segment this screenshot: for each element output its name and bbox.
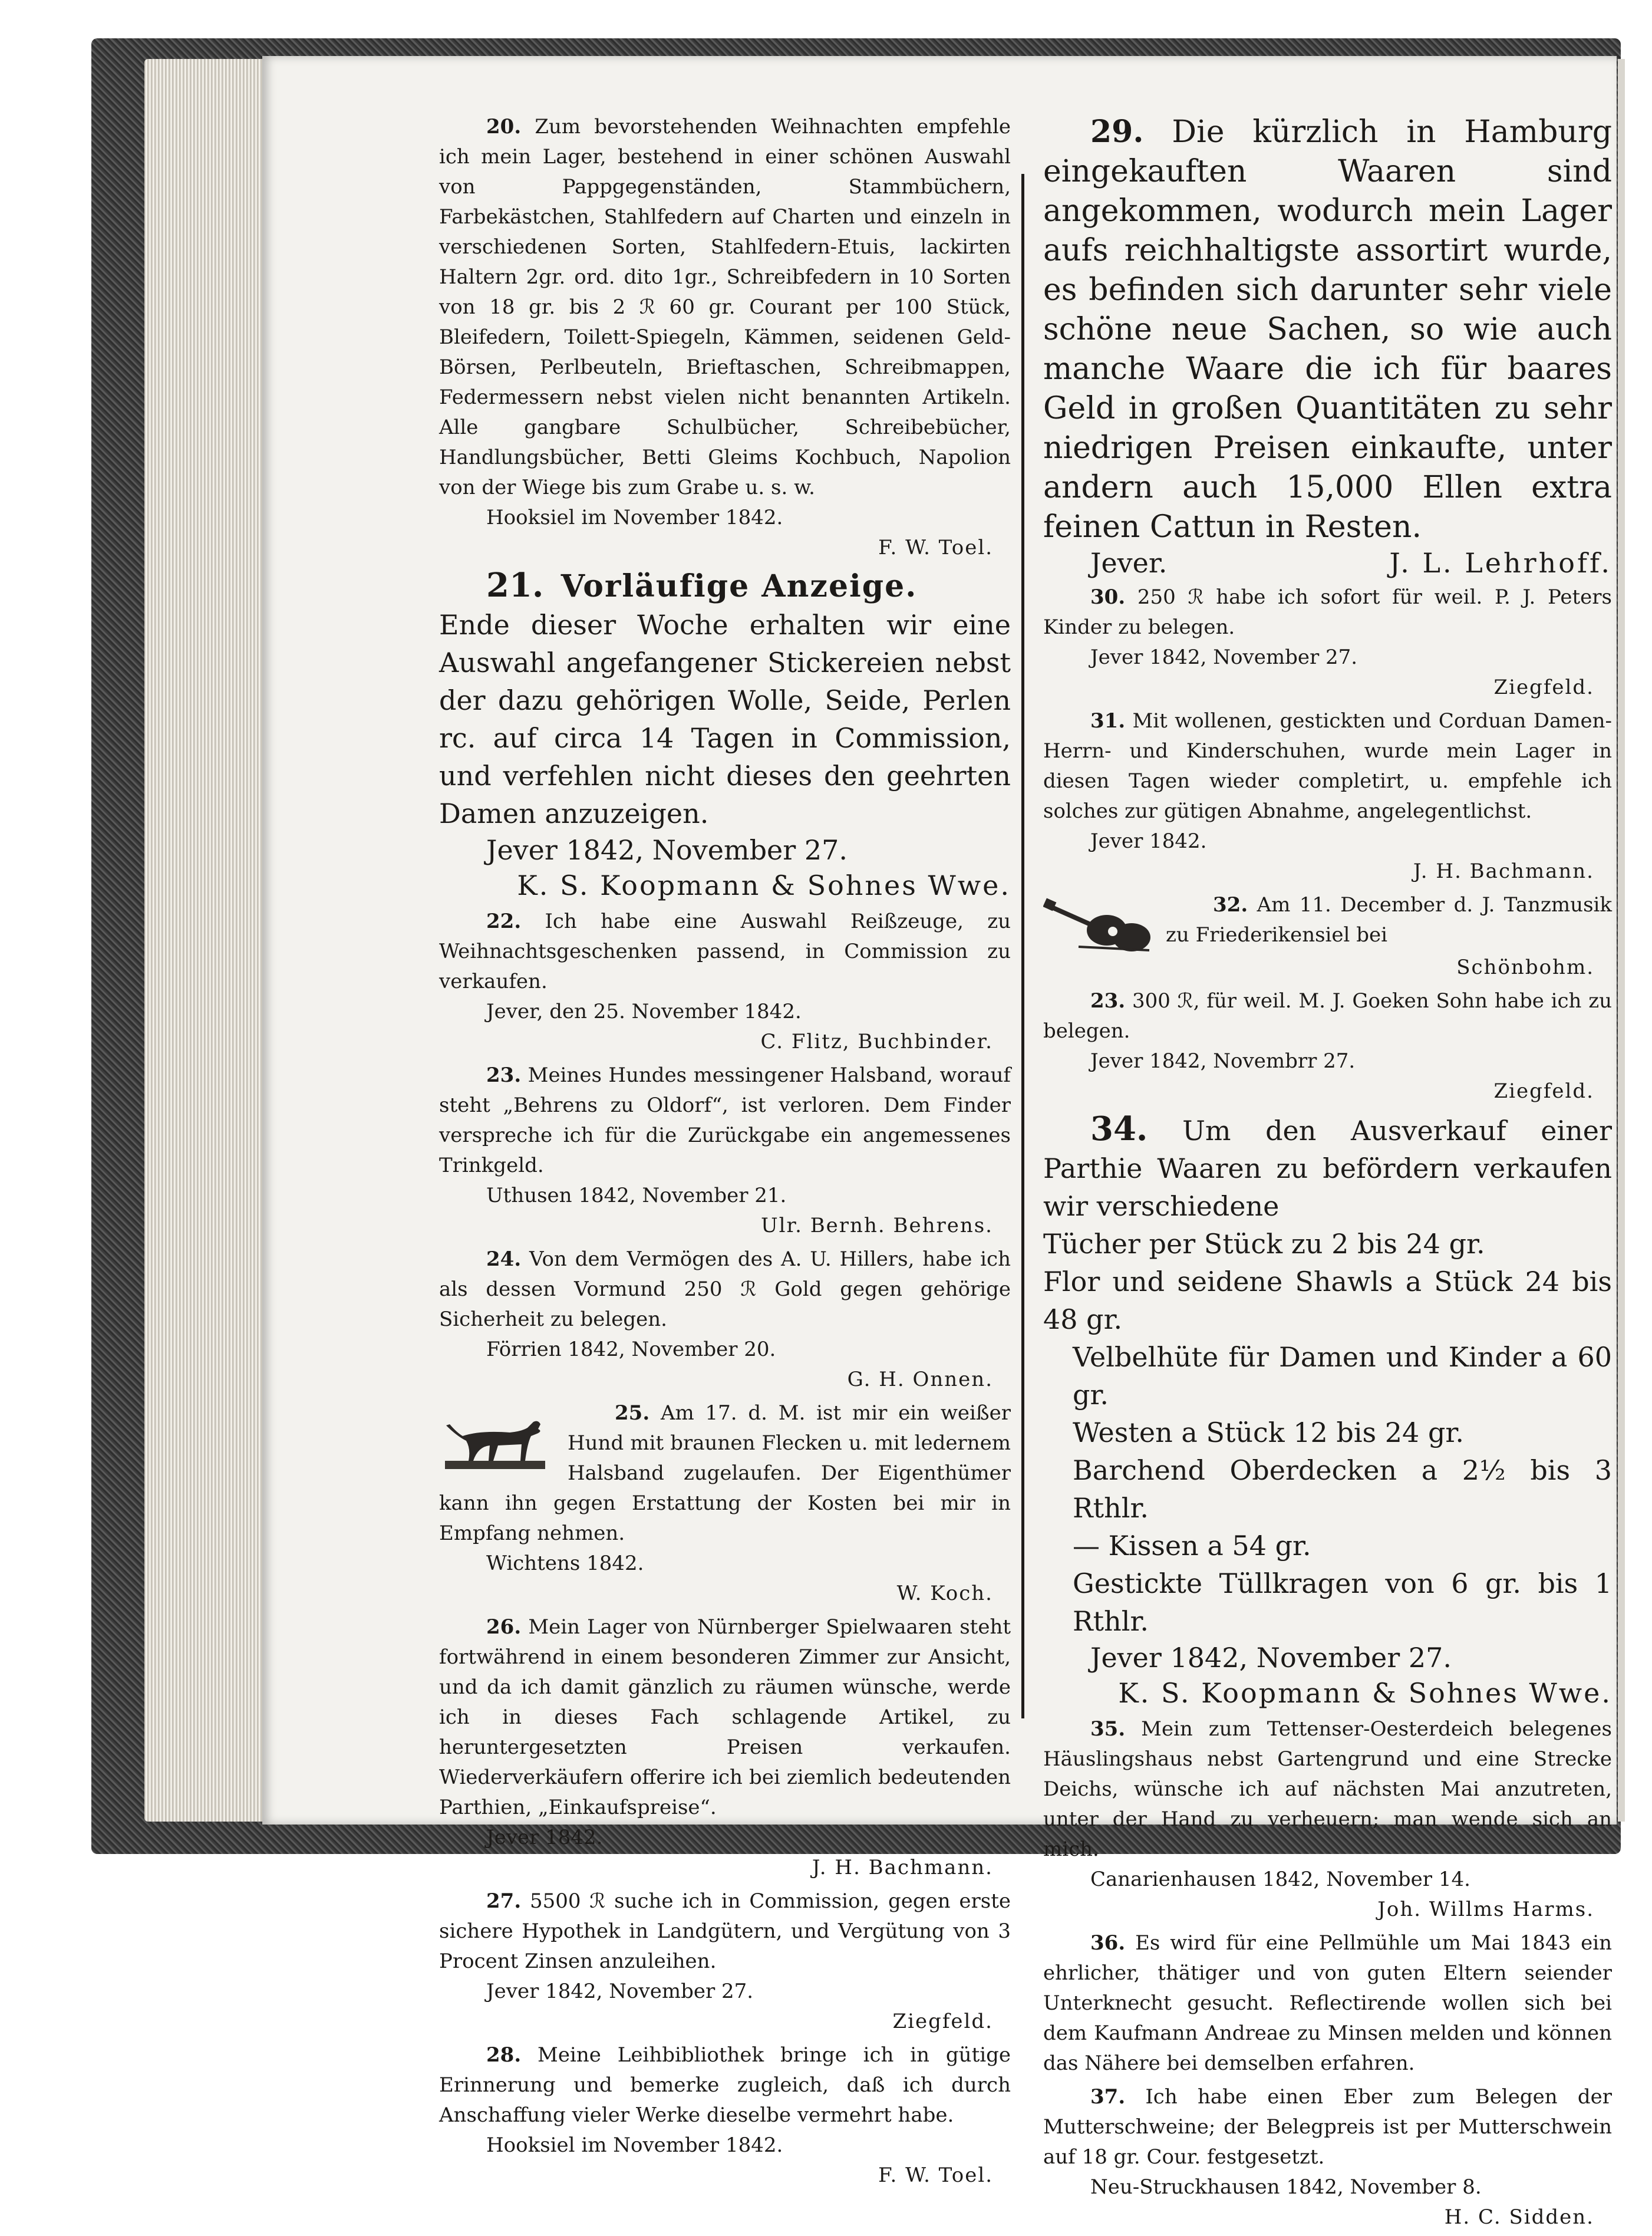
advert-text	[1043, 2082, 1612, 2172]
advert-signature: Ziegfeld.	[1493, 1079, 1594, 1103]
advert-price-line: Barchend Oberdecken a 2½ bis 3 Rthlr.	[1073, 1454, 1612, 1524]
advert-number: 31.	[1090, 709, 1126, 733]
advert-25	[439, 1398, 1011, 1609]
advert-signature: Joh. Willms Harms.	[1377, 1898, 1594, 1921]
advert-place-date: Förrien 1842, November 20.	[486, 1338, 776, 1361]
advert-signature: K. S. Koopmann & Sohnes Wwe.	[1118, 1677, 1612, 1709]
advert-number: 23.	[1090, 989, 1126, 1013]
advert-place-date: Uthusen 1842, November 21.	[486, 1184, 787, 1207]
advert-signature: G. H. Onnen.	[847, 1368, 993, 1391]
advert-body: Um den Ausverkauf einer Parthie Waaren zu befördern verkaufen wir verschiedene	[1043, 1115, 1613, 1222]
advert-body: Es wird für eine Pellmühle um Mai 1843 ein ehrlicher, thätiger und von guten Eltern seiender Unterknecht gesucht. Reflectirende wollen sich bei dem Kaufmann Andreae zu Minsen melden und können das Nähere bei demselben erfahren.	[1043, 1931, 1612, 2075]
advert-text	[1043, 706, 1612, 826]
advert-body: Mein zum Tettenser-Oesterdeich belegenes Häuslingshaus nebst Gartengrund und eine Strecke Deichs, wünsche ich auf nächsten Mai anzutreten, unter der Hand zu verheuern; man wende sich an mich.	[1043, 1717, 1612, 1861]
advert-signature: C. Flitz, Buchbinder.	[760, 1030, 993, 1053]
advert-text	[1043, 112, 1612, 547]
advert-text	[1043, 986, 1612, 1046]
advert-price-line: Flor und seidene Shawls a Stück 24 bis 48 gr.	[1043, 1266, 1612, 1335]
advert-signature: W. Koch.	[896, 1582, 993, 1605]
advert-number: 34.	[1090, 1109, 1148, 1148]
advert-body: 300 ℛ, für weil. M. J. Goeken Sohn habe ich zu belegen.	[1043, 989, 1612, 1043]
advert-text	[1043, 1714, 1612, 1865]
advert-signature: J. L. Lehrhoff.	[1389, 547, 1612, 579]
advert-text	[439, 112, 1011, 503]
advert-place-date: Jever 1842.	[1090, 829, 1207, 853]
advert-20	[439, 112, 1011, 563]
advert-30	[1043, 582, 1612, 703]
advert-21	[439, 567, 1011, 903]
advert-text	[439, 1612, 1011, 1823]
advert-body: Am 11. December d. J. Tanzmusik zu Friederikensiel bei	[1166, 893, 1612, 947]
advert-signature: Schönbohm.	[1456, 956, 1594, 979]
advert-number: 36.	[1090, 1931, 1126, 1955]
advert-body: Die kürzlich in Hamburg eingekauften Waaren sind angekommen, wodurch mein Lager aufs reichhaltigste assortirt wurde, es befinden sich darunter sehr viele schöne neue Sachen, so wie auch manche Waare die ich für baares Geld in großen Quantitäten zu sehr niedrigen Preisen einkaufte, unter andern auch 15,000 Ellen extra feinen Cattun in Resten.	[1043, 114, 1613, 545]
dog-illustration-icon	[439, 1402, 557, 1473]
advert-text	[439, 907, 1011, 997]
advert-body: Am 17. d. M. ist mir ein weißer Hund mit braunen Flecken u. mit ledernem Halsband zugelaufen. Der Eigenthümer kann ihn gegen Erstattung der Kosten bei mir in Empfang nehmen.	[439, 1401, 1011, 1545]
advert-price-line: Gestickte Tüllkragen von 6 gr. bis 1 Rthlr.	[1073, 1567, 1612, 1637]
advert-number: 37.	[1090, 2085, 1126, 2109]
advert-place-date: Jever.	[1090, 547, 1168, 579]
advert-signature: F. W. Toel.	[878, 536, 993, 559]
advert-place-date: Jever 1842, November 27.	[1090, 1642, 1452, 1674]
advert-29	[1043, 112, 1612, 579]
advert-text	[439, 1886, 1011, 1977]
advert-signature: Ziegfeld.	[892, 2010, 993, 2033]
advert-35	[1043, 1714, 1612, 1925]
advert-price-line: — Kissen a 54 gr.	[1073, 1530, 1311, 1562]
column-rule	[1021, 174, 1024, 1718]
advert-place-date: Hooksiel im November 1842.	[486, 2133, 783, 2157]
advert-number: 28.	[486, 2043, 522, 2067]
advert-signature: F. W. Toel.	[878, 2163, 993, 2187]
left-column	[439, 112, 1011, 2194]
advert-number: 35.	[1090, 1717, 1126, 1741]
advert-place-date: Jever 1842.	[486, 1826, 603, 1849]
advert-number: 27.	[486, 1889, 522, 1913]
advert-number: 21.	[486, 566, 544, 605]
advert-text	[439, 1061, 1011, 1181]
advert-text	[439, 2040, 1011, 2130]
advert-place-date: Wichtens 1842.	[486, 1552, 644, 1575]
advert-number: 30.	[1090, 585, 1126, 609]
advert-footer	[1043, 547, 1612, 579]
advert-body: Meines Hundes messingener Halsband, worauf steht „Behrens zu Oldorf“, ist verloren. Dem Finder verspreche ich für die Zurückgabe ein angemessenes Trinkgeld.	[439, 1063, 1011, 1177]
advert-27	[439, 1886, 1011, 2037]
advert-number: 22.	[486, 910, 522, 933]
page-edges	[144, 59, 271, 1822]
advert-body: Meine Leihbibliothek bringe ich in gütige Erinnerung und bemerke zugleich, daß ich durch Anschaffung vieler Werke dieselbe vermehrt habe.	[439, 2043, 1011, 2127]
advert-number: 20.	[486, 115, 522, 139]
advert-body: 5500 ℛ suche ich in Commission, gegen erste sichere Hypothek in Landgütern, und Vergütung von 3 Procent Zinsen anzuleihen.	[439, 1889, 1011, 1973]
advert-signature: Ziegfeld.	[1493, 676, 1594, 699]
advert-number: 23.	[486, 1063, 522, 1087]
advert-body: Mein Lager von Nürnberger Spielwaaren steht fortwährend in einem besonderen Zimmer zur Ansicht, und da ich damit gänzlich zu räumen wünsche, werde ich in dieses Fach schlagende Artikel, zu heruntergesetzten Preisen verkaufen. Wiederverkäufern offerire ich bei ziemlich bedeutenden Parthien, „Einkaufspreise“.	[439, 1615, 1011, 1819]
advert-place-date: Hooksiel im November 1842.	[486, 506, 783, 529]
advert-signature: J. H. Bachmann.	[812, 1856, 993, 1879]
advert-37	[1043, 2082, 1612, 2232]
advert-place-date: Jever 1842, November 27.	[486, 1980, 754, 2003]
advert-place-date: Jever 1842, Novembrr 27.	[1090, 1049, 1356, 1073]
advert-number: 32.	[1213, 893, 1248, 917]
advert-28	[439, 2040, 1011, 2191]
advert-body: Ich habe einen Eber zum Belegen der Mutterschweine; der Belegpreis ist per Mutterschwein auf 18 gr. Cour. festgesetzt.	[1043, 2085, 1612, 2169]
advert-price-line: Westen a Stück 12 bis 24 gr.	[1073, 1417, 1464, 1448]
advert-place-date: Jever 1842, November 27.	[1090, 646, 1358, 669]
advert-number: 29.	[1090, 114, 1144, 150]
advert-body: Ich habe eine Auswahl Reißzeuge, zu Weihnachtsgeschenken passend, in Commission zu verkaufen.	[439, 910, 1011, 993]
advert-place-date: Neu-Struckhausen 1842, November 8.	[1090, 2175, 1482, 2199]
advert-33	[1043, 986, 1612, 1107]
advert-body: Zum bevorstehenden Weihnachten empfehle ich mein Lager, bestehend in einer schönen Auswahl von Pappgegenständen, Stammbüchern, Farbekästchen, Stahlfedern auf Charten und einzeln in verschiedenen Sorten, Stahlfedern-Etuis, lackirten Haltern 2gr. ord. dito 1gr., Schreibfedern in 10 Sorten von 18 gr. bis 2 ℛ 60 gr. Courant per 100 Stück, Bleifedern, Toilett-Spiegeln, Kämmen, seidenen Geld-Börsen, Perlbeuteln, Brieftaschen, Schreibmappen, Federmessern nebst vielen nicht benannten Artikeln. Alle gangbare Schulbücher, Schreibebücher, Handlungsbücher, Betti Gleims Kochbuch, Napolion von der Wiege bis zum Grabe u. s. w.	[439, 115, 1011, 499]
advert-text	[1043, 1928, 1612, 2079]
advert-32	[1043, 890, 1612, 983]
advert-place-date: Jever, den 25. November 1842.	[486, 1000, 802, 1023]
advert-number: 25.	[615, 1401, 650, 1425]
advert-text	[439, 1244, 1011, 1335]
advert-text	[1043, 582, 1612, 643]
advert-22	[439, 907, 1011, 1057]
advert-number: 26.	[486, 1615, 522, 1639]
advert-34	[1043, 1110, 1612, 1711]
advert-heading: Vorläufige Anzeige.	[560, 568, 918, 604]
advert-signature: J. H. Bachmann.	[1413, 860, 1594, 883]
advert-body: Ende dieser Woche erhalten wir eine Auswahl angefangener Stickereien nebst der dazu gehörigen Wolle, Seide, Perlen rc. auf circa 14 Tagen in Commission, und verfehlen nicht dieses den geehrten Damen anzuzeigen.	[439, 609, 1011, 829]
advert-text	[1043, 1110, 1612, 1225]
advert-23	[439, 1061, 1011, 1241]
guitar-illustration-icon	[1043, 894, 1155, 953]
advert-price-line: Velbelhüte für Damen und Kinder a 60 gr.	[1073, 1341, 1612, 1411]
advert-heading-line	[439, 567, 1011, 606]
advert-body: Mit wollenen, gestickten und Corduan Damen-Herrn- und Kinderschuhen, wurde mein Lager in diesen Tagen wieder completirt, u. empfehle ich solches zur gütigen Abnahme, angelegentlichst.	[1043, 709, 1613, 823]
advert-26	[439, 1612, 1011, 1883]
page-right-edge	[1618, 59, 1625, 1822]
advert-place-date: Jever 1842, November 27.	[486, 834, 848, 866]
advert-body: Von dem Vermögen des A. U. Hillers, habe ich als dessen Vormund 250 ℛ Gold gegen gehörige Sicherheit zu belegen.	[439, 1247, 1011, 1331]
advert-body: 250 ℛ habe ich sofort für weil. P. J. Peters Kinder zu belegen.	[1043, 585, 1612, 639]
advert-signature: Ulr. Bernh. Behrens.	[761, 1214, 993, 1237]
advert-36	[1043, 1928, 1612, 2079]
advert-number: 24.	[486, 1247, 522, 1271]
advert-24	[439, 1244, 1011, 1395]
advert-signature: H. C. Sidden.	[1444, 2205, 1594, 2229]
right-column	[1043, 112, 1612, 2236]
advert-price-line: Tücher per Stück zu 2 bis 24 gr.	[1043, 1228, 1485, 1260]
advert-place-date: Canarienhausen 1842, November 14.	[1090, 1868, 1470, 1891]
advert-signature: K. S. Koopmann & Sohnes Wwe.	[517, 870, 1011, 901]
advert-31	[1043, 706, 1612, 887]
